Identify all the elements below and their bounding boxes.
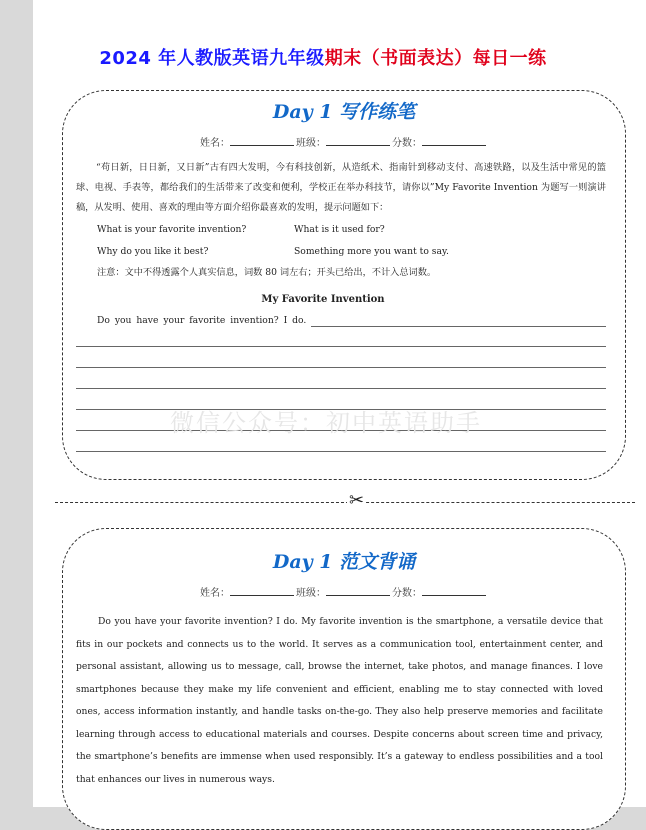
score-blank[interactable] bbox=[422, 586, 486, 596]
cut-line bbox=[55, 502, 635, 503]
score-label: 分数： bbox=[392, 588, 422, 599]
title-part-red: 期末（书面表达）每日一练 bbox=[324, 48, 547, 69]
name-label: 姓名： bbox=[200, 138, 230, 149]
name-blank[interactable] bbox=[230, 586, 294, 596]
writing-note: 注意：文中不得透露个人真实信息，词数 80 词左右；开头已给出，不计入总词数。 bbox=[97, 267, 437, 278]
model-student-info-row bbox=[63, 584, 625, 599]
essay-title: My Favorite Invention bbox=[261, 294, 385, 305]
class-blank[interactable] bbox=[326, 136, 390, 146]
writing-line[interactable] bbox=[311, 326, 606, 327]
writing-line[interactable] bbox=[76, 451, 606, 452]
class-label: 班级： bbox=[296, 138, 326, 149]
class-label: 班级： bbox=[296, 588, 326, 599]
essay-opening: Do you have your favorite invention? I do. bbox=[97, 315, 307, 326]
model-essay-text: Do you have your favorite invention? I do. My favorite invention is the smartphone, a versatile device that fits in our pockets and connects us to the world. It serves as a communication tool, entertainment center, and personal assistant, allowing us to message, call, browse the internet, take photos, and manage finances. I love smartphones because they make my life convenient and efficient, enabling me to stay connected with loved ones, access information instantly, and handle tasks on-the-go. They also help preserve memories and facilitate learning through access to educational materials and courses. Despite concerns about screen time and privacy, the smartphone’s benefits are immense when used responsibly. It’s a gateway to endless possibilities and a tool that enhances our lives in numerous ways. bbox=[76, 616, 603, 785]
watermark: 微信公众号：初中英语助手 bbox=[170, 409, 482, 437]
page-title bbox=[0, 44, 646, 70]
question-1: What is your favorite invention? bbox=[97, 224, 247, 235]
student-info-row bbox=[63, 134, 625, 149]
writing-line[interactable] bbox=[76, 346, 606, 347]
class-blank[interactable] bbox=[326, 586, 390, 596]
name-blank[interactable] bbox=[230, 136, 294, 146]
score-label: 分数： bbox=[392, 138, 422, 149]
model-heading: Day 1 范文背诵 bbox=[272, 551, 416, 573]
writing-line[interactable] bbox=[76, 367, 606, 368]
question-3: Why do you like it best? bbox=[97, 246, 209, 257]
score-blank[interactable] bbox=[422, 136, 486, 146]
writing-line[interactable] bbox=[76, 388, 606, 389]
name-label: 姓名： bbox=[200, 588, 230, 599]
writing-heading: Day 1 写作练笔 bbox=[272, 101, 416, 123]
question-4: Something more you want to say. bbox=[294, 246, 449, 257]
question-2: What is it used for? bbox=[294, 224, 385, 235]
writing-prompt: “苟日新，日日新，又日新”古有四大发明，今有科技创新，从造纸术、指南针到移动支付、高速铁路，以及生活中常见的篮球、电视、手表等，都给我们的生活带来了改变和便利，学校正在举办科技节，请你以”My Favorite Invention 为题写一则演讲稿，从发明、使用、喜欢的理由等方面介绍你最喜欢的发明，提示问题如下： bbox=[76, 162, 606, 213]
title-part-blue: 2024 年人教版英语九年级 bbox=[99, 48, 325, 69]
scissors-icon: ✂ bbox=[349, 490, 365, 511]
